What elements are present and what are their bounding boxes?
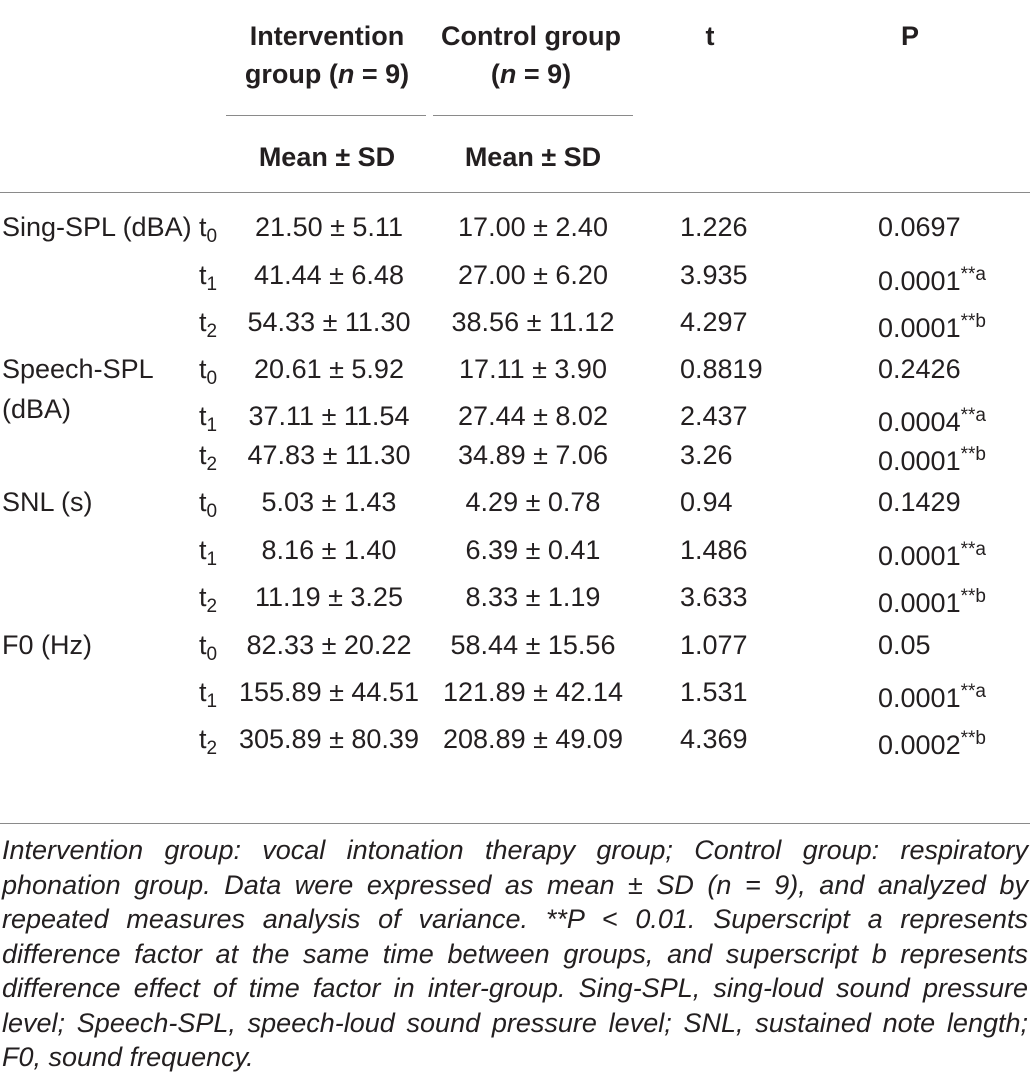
row-p-value: 0.0002$^{**b}$ <box>878 728 986 760</box>
header-subrule-control <box>433 115 633 116</box>
row-timepoint: $t_0$ <box>199 487 218 522</box>
row-p-value: 0.0697 <box>878 212 961 242</box>
row-parameter: Sing-SPL (dBA) <box>2 212 192 242</box>
header-rule <box>0 192 1030 193</box>
row-p-value: 0.0001$^{**b}$ <box>878 444 986 476</box>
row-parameter: Speech-SPL <box>2 354 154 384</box>
row-p-value: 0.0001$^{**b}$ <box>878 311 986 343</box>
row-control-value: 121.89 ± 42.14 <box>443 677 623 707</box>
row-control-value: 34.89 ± 7.06 <box>458 440 608 470</box>
row-timepoint: $t_1$ <box>199 401 218 436</box>
row-intervention-value: 11.19 ± 3.25 <box>255 582 403 612</box>
row-timepoint: $t_0$ <box>199 354 218 389</box>
footer-rule <box>0 823 1030 824</box>
row-control-value: 4.29 ± 0.78 <box>465 487 601 517</box>
row-timepoint: $t_0$ <box>199 212 218 247</box>
row-control-value: 27.44 ± 8.02 <box>458 401 608 431</box>
header-control-group: Control group (n = 9) <box>441 21 621 89</box>
row-t-value: 0.8819 <box>680 354 763 384</box>
row-p-value: 0.05 <box>878 630 931 660</box>
row-p-value: 0.0001$^{**a}$ <box>878 681 986 713</box>
row-intervention-value: 37.11 ± 11.54 <box>248 401 410 431</box>
row-t-value: 1.226 <box>680 212 748 242</box>
row-intervention-value: 21.50 ± 5.11 <box>255 212 403 242</box>
row-timepoint: $t_1$ <box>199 677 218 712</box>
row-timepoint: $t_1$ <box>199 535 218 570</box>
row-intervention-value: 41.44 ± 6.48 <box>254 260 404 290</box>
row-t-value: 3.633 <box>680 582 748 612</box>
row-p-value: 0.1429 <box>878 487 961 517</box>
row-t-value: 3.26 <box>680 440 733 470</box>
row-timepoint: $t_1$ <box>199 260 218 295</box>
row-control-value: 6.39 ± 0.41 <box>465 535 601 565</box>
row-timepoint: $t_2$ <box>199 582 218 617</box>
row-control-value: 58.44 ± 15.56 <box>450 630 616 660</box>
row-p-value: 0.2426 <box>878 354 961 384</box>
row-p-value: 0.0001$^{**a}$ <box>878 539 986 571</box>
row-control-value: 17.00 ± 2.40 <box>458 212 608 242</box>
row-p-value: 0.0001$^{**a}$ <box>878 264 986 296</box>
row-control-value: 38.56 ± 11.12 <box>451 307 615 337</box>
row-timepoint: $t_0$ <box>199 630 218 665</box>
row-t-value: 2.437 <box>680 401 748 431</box>
row-t-value: 1.531 <box>680 677 748 707</box>
row-parameter-unit: (dBA) <box>2 394 72 424</box>
row-t-value: 0.94 <box>680 487 733 517</box>
table-footnote: Intervention group: vocal intonation therapy group; Control group: respiratory phonation group. Data were expressed as mean ± SD (n = 9), and analyzed by repeated measures analysis of variance. **P < 0.01. Superscript a represents difference factor at the same time between groups, and superscript b represents difference effect of time factor in inter-group. Sing-SPL, sing-loud sound pressure level; Speech-SPL, speech-loud sound pressure level; SNL, sustained note length; F0, sound frequency. <box>2 835 1028 1072</box>
row-intervention-value: 8.16 ± 1.40 <box>261 535 397 565</box>
row-control-value: 208.89 ± 49.09 <box>443 724 623 754</box>
row-t-value: 1.486 <box>680 535 748 565</box>
row-timepoint: $t_2$ <box>199 724 218 759</box>
header-intervention-group: Intervention group (n = 9) <box>244 21 410 89</box>
row-timepoint: $t_2$ <box>199 440 218 475</box>
row-timepoint: $t_2$ <box>199 307 218 342</box>
header-t: t <box>705 21 715 51</box>
row-t-value: 4.369 <box>680 724 748 754</box>
header-mean-sd-intervention: Mean ± SD <box>258 142 396 172</box>
row-t-value: 1.077 <box>680 630 748 660</box>
row-t-value: 3.935 <box>680 260 748 290</box>
row-p-value: 0.0001$^{**b}$ <box>878 586 986 618</box>
row-intervention-value: 305.89 ± 80.39 <box>239 724 419 754</box>
row-intervention-value: 155.89 ± 44.51 <box>239 677 419 707</box>
header-intervention-line2: group (n = 9) <box>244 59 410 89</box>
row-intervention-value: 5.03 ± 1.43 <box>261 487 397 517</box>
row-intervention-value: 54.33 ± 11.30 <box>247 307 411 337</box>
row-intervention-value: 82.33 ± 20.22 <box>246 630 412 660</box>
row-t-value: 4.297 <box>680 307 748 337</box>
row-p-value: 0.0004$^{**a}$ <box>878 405 986 437</box>
row-control-value: 17.11 ± 3.90 <box>459 354 607 384</box>
header-mean-sd-control: Mean ± SD <box>464 142 602 172</box>
row-parameter: F0 (Hz) <box>2 630 92 660</box>
row-control-value: 27.00 ± 6.20 <box>458 260 608 290</box>
header-subrule-intervention <box>226 115 426 116</box>
row-intervention-value: 20.61 ± 5.92 <box>254 354 404 384</box>
row-parameter: SNL (s) <box>2 487 93 517</box>
row-control-value: 8.33 ± 1.19 <box>465 582 601 612</box>
row-intervention-value: 47.83 ± 11.30 <box>247 440 411 470</box>
header-p: P <box>900 21 919 51</box>
